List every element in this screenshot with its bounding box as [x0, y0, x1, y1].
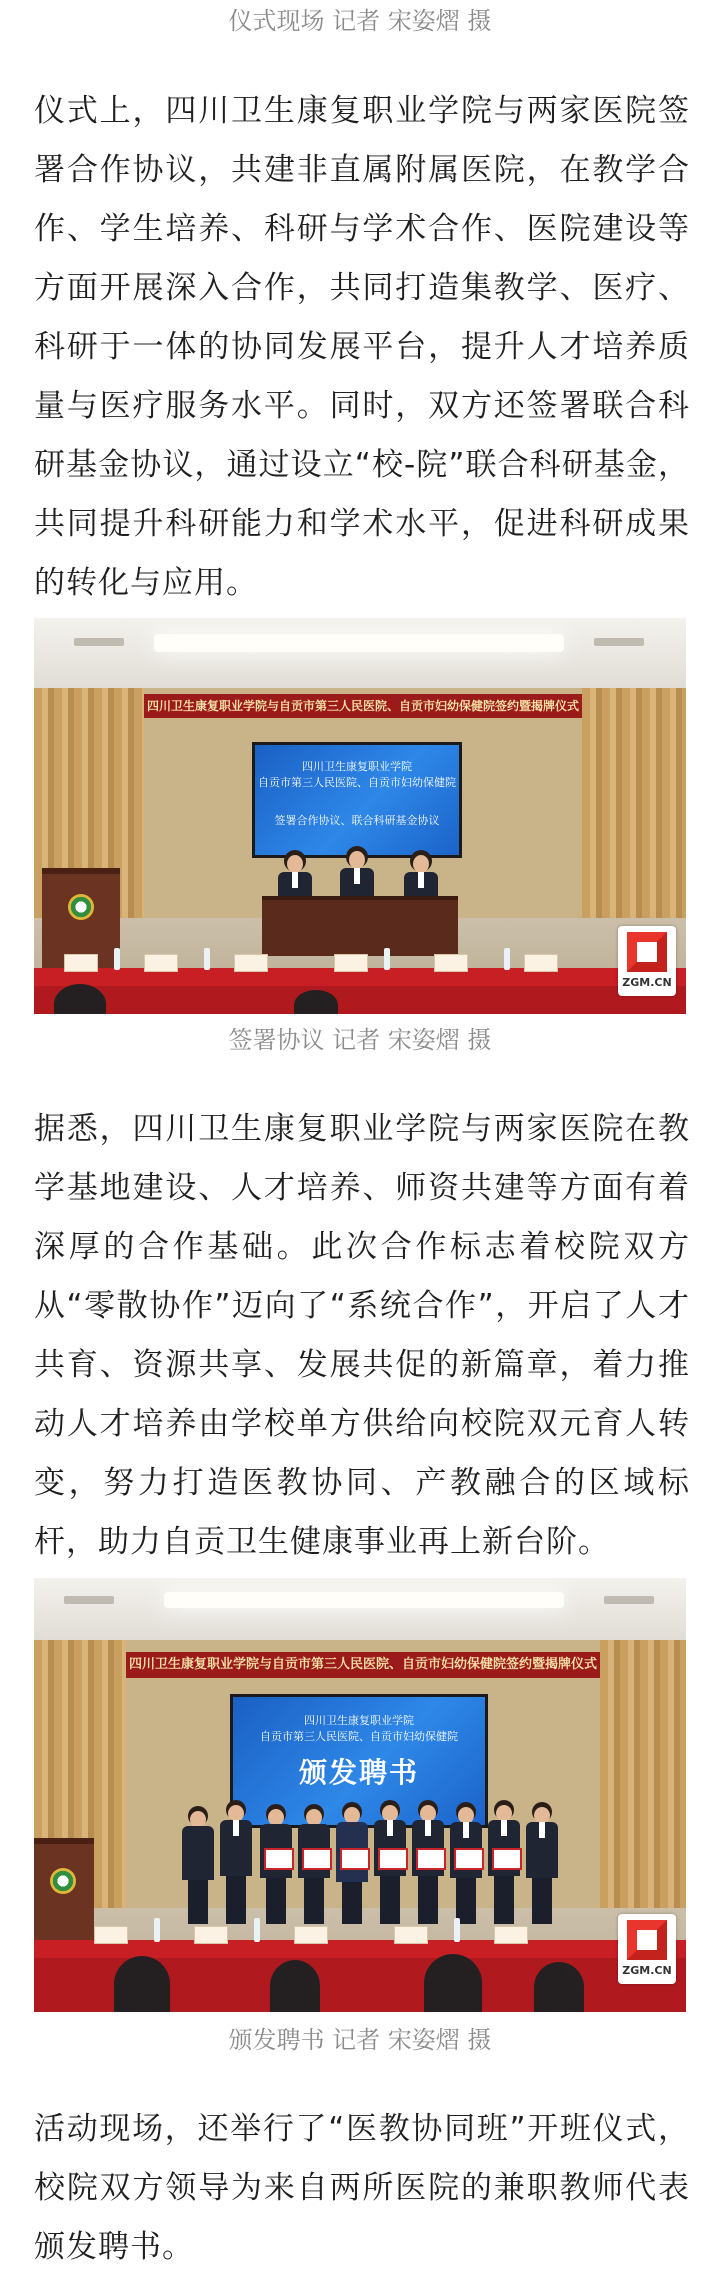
screen-line-2: 自贡市第三人民医院、自贡市妇幼保健院 [260, 1730, 458, 1743]
ceremony-banner: 四川卫生康复职业学院与自贡市第三人民医院、自贡市妇幼保健院签约暨揭牌仪式 [126, 1652, 600, 1678]
ceiling-light [164, 1592, 564, 1608]
guest-table [34, 1940, 686, 1958]
certificate [340, 1848, 370, 1870]
certificate [378, 1848, 408, 1870]
podium [34, 1838, 94, 1954]
curtain-right [582, 688, 686, 938]
ceiling-vent [64, 1596, 114, 1604]
projection-screen [252, 742, 462, 858]
screen-line-2: 自贡市第三人民医院、自贡市妇幼保健院 [258, 776, 456, 789]
ceiling-light [154, 634, 564, 652]
audience-head [424, 1954, 482, 2012]
photo-caption-signing: 签署协议 记者 宋姿熠 摄 [228, 1026, 492, 1054]
photo-ceiling [34, 618, 686, 688]
screen-line-1: 四川卫生康复职业学院 [304, 1714, 414, 1727]
certificate [454, 1848, 484, 1870]
curtain-right [600, 1640, 686, 1930]
article-paragraph-1: 仪式上，四川卫生康复职业学院与两家医院签署合作协议，共建非直属附属医院，在教学合作、学生培养、科研与学术合作、医院建设等方面开展深入合作，共同打造集教学、医疗、科研于一体的协同发展平台，提升人才培养质量与医疗服务水平。同时，双方还签署联合科研基金协议，通过设立“校-院”联合科研基金，共同提升科研能力和学术水平，促进科研成果的转化与应用。 [34, 93, 690, 601]
photo-caption-top: 仪式现场 记者 宋姿熠 摄 [228, 7, 492, 35]
certificate [416, 1848, 446, 1870]
photo-signing-ceremony[interactable] [34, 618, 686, 1014]
school-emblem-icon [50, 1868, 76, 1894]
screen-line-1: 四川卫生康复职业学院 [302, 760, 412, 773]
ceiling-vent [594, 638, 644, 646]
audience-head [294, 990, 338, 1014]
signing-desk [262, 896, 458, 956]
article-paragraph-2: 据悉，四川卫生康复职业学院与两家医院在教学基地建设、人才培养、师资共建等方面有着深厚的合作基础。此次合作标志着校院双方从“零散协作”迈向了“系统合作”，开启了人才共育、资源共享、发展共促的新篇章，着力推动人才培养由学校单方供给向校院双元育人转变，努力打造医教协同、产教融合的区域标杆，助力自贡卫生健康事业再上新台阶。 [34, 1111, 690, 1560]
watermark-text: ZGM.CN [622, 976, 672, 989]
audience-head [534, 1962, 584, 2012]
photo-ceiling [34, 1578, 686, 1640]
audience-head [270, 1960, 320, 2012]
watermark-text: ZGM.CN [622, 1964, 672, 1977]
screen-title: 颁发聘书 [298, 1756, 419, 1789]
certificate [264, 1848, 294, 1870]
zgm-logo-icon [618, 926, 676, 996]
ceiling-vent [74, 638, 124, 646]
photo-certificate-ceremony[interactable] [34, 1578, 686, 2012]
article-paragraph-3: 活动现场，还举行了“医教协同班”开班仪式，校院双方领导为来自两所医院的兼职教师代表颁发聘书。 [34, 2111, 690, 2265]
certificate [492, 1848, 522, 1870]
audience-head [114, 1956, 170, 2012]
photo-caption-certificate: 颁发聘书 记者 宋姿熠 摄 [228, 2026, 492, 2054]
zgm-logo-icon [618, 1914, 676, 1984]
guest-table-cloth [34, 986, 686, 1014]
ceremony-banner: 四川卫生康复职业学院与自贡市第三人民医院、自贡市妇幼保健院签约暨揭牌仪式 [144, 694, 582, 718]
ceiling-vent [604, 1596, 654, 1604]
certificate [302, 1848, 332, 1870]
school-emblem-icon [68, 894, 94, 920]
screen-line-3: 签署合作协议、联合科研基金协议 [274, 814, 440, 827]
